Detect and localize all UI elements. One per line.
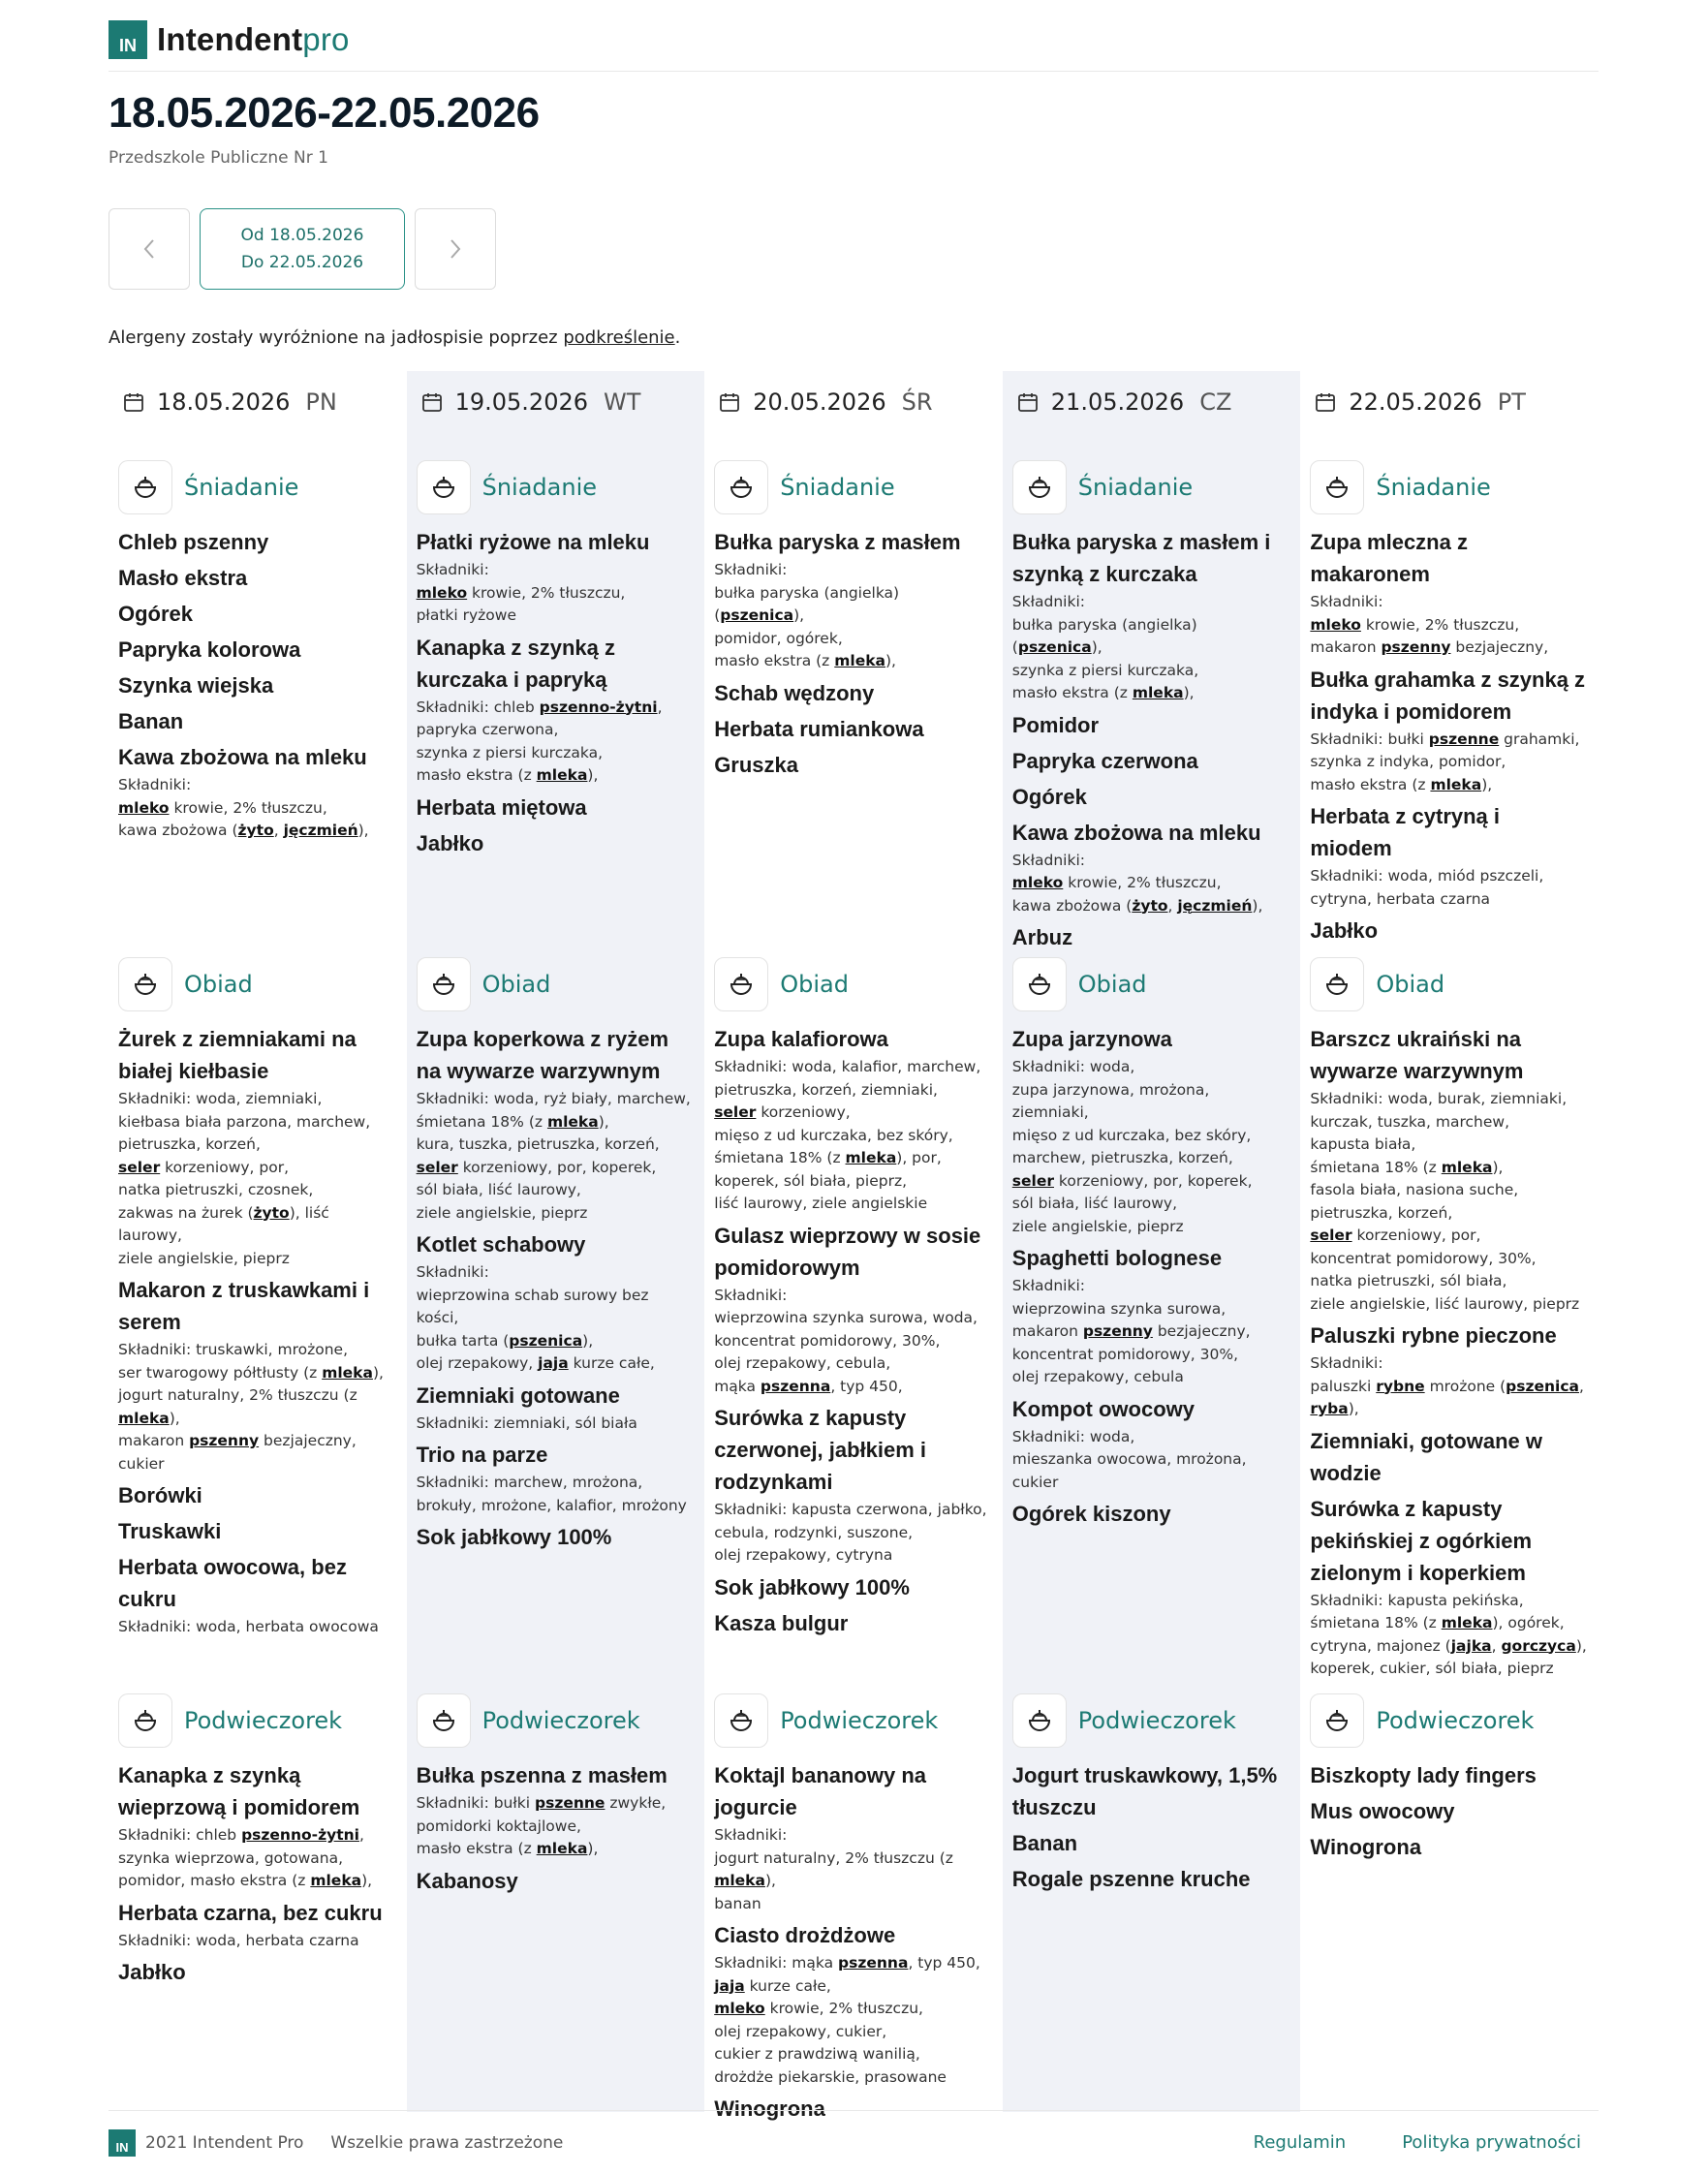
dish-name: Bułka pszenna z masłem bbox=[416, 1763, 668, 1787]
dish-ingredients: Składniki: woda, ziemniaki, kiełbasa biała parzona, marchew, pietruszka, korzeń, seler korzeniowy, por, natka pietruszki, czosnek, zakwas na żurek (żyto), liść laurowy, ziele angielskie, pieprz bbox=[118, 1090, 371, 1267]
dish-name: Winogrona bbox=[1310, 1835, 1422, 1859]
dish-name: Surówka z kapusty pekińskiej z ogórkiem zielonym i koperkiem bbox=[1310, 1496, 1533, 1585]
day-date: 21.05.2026 bbox=[1050, 388, 1185, 416]
day-column-5 bbox=[1300, 371, 1599, 2112]
dish-name: Schab wędzony bbox=[714, 680, 875, 705]
day-date: 22.05.2026 bbox=[1349, 388, 1482, 416]
day-column-2 bbox=[407, 371, 705, 2112]
dish-name: Kanapka z szynką z kurczaka i papryką bbox=[416, 635, 616, 692]
day-header bbox=[1012, 371, 1289, 433]
allergen-highlight: mleka bbox=[714, 1872, 765, 1889]
allergen-highlight: pszenno-żytni bbox=[539, 698, 658, 716]
bowl-icon bbox=[1012, 460, 1067, 514]
range-from: Od 18.05.2026 bbox=[240, 226, 364, 245]
brand-accent: pro bbox=[302, 20, 350, 57]
allergen-highlight: seler bbox=[118, 1158, 161, 1176]
day-column-3 bbox=[704, 371, 1003, 2121]
bowl-icon bbox=[714, 957, 768, 1011]
dish-name: Bułka paryska z masłem i szynką z kurczaka bbox=[1011, 530, 1271, 586]
day-of-week: WT bbox=[604, 388, 641, 416]
allergen-highlight: jęczmień bbox=[283, 822, 358, 839]
meal-breakfast bbox=[118, 460, 395, 845]
day-of-week: PN bbox=[305, 388, 337, 416]
dish-name: Surówka z kapusty czerwonej, jabłkiem i rodzynkami bbox=[714, 1406, 927, 1494]
meal-title: Podwieczorek bbox=[1077, 1707, 1236, 1734]
page bbox=[109, 0, 1599, 2155]
allergen-highlight: pszenny bbox=[1381, 638, 1451, 656]
topbar bbox=[109, 0, 1599, 72]
meal-header bbox=[714, 1693, 991, 1748]
dish-name: Masło ekstra bbox=[118, 566, 248, 590]
dish-ingredients: Składniki: kapusta pekińska, śmietana 18% (z mleka), ogórek, cytryna, majonez (jajka, gorczyca), koperek, cukier, sól biała, pieprz bbox=[1310, 1591, 1587, 1677]
allergen-highlight: pszenica bbox=[509, 1331, 583, 1350]
meal-title: Śniadanie bbox=[184, 474, 299, 501]
calendar-icon bbox=[420, 390, 444, 414]
dish-name: Ciasto drożdżowe bbox=[714, 1923, 896, 1947]
allergen-highlight: pszenne bbox=[535, 1794, 606, 1812]
dish-ingredients: Składniki: kapusta czerwona, jabłko, cebula, rodzynki, suszone, olej rzepakowy, cytryna bbox=[714, 1501, 987, 1564]
dish-name: Szynka wiejska bbox=[118, 673, 274, 698]
allergen-highlight: mleka bbox=[536, 1840, 588, 1857]
meal-title: Śniadanie bbox=[1376, 474, 1491, 501]
dish-ingredients: Składniki: woda, herbata czarna bbox=[118, 1931, 359, 1949]
dish-ingredients: Składniki: wieprzowina szynka surowa, makaron pszenny bezjajeczny, koncentrat pomidorowy, 30%, olej rzepakowy, cebula bbox=[1011, 1277, 1251, 1385]
allergen-highlight: mleko bbox=[1310, 615, 1361, 634]
allergen-highlight: pszenica bbox=[1017, 638, 1092, 656]
dish-ingredients: Składniki: ziemniaki, sól biała bbox=[416, 1413, 637, 1432]
allergen-highlight: mleko bbox=[1011, 874, 1064, 891]
dish-ingredients: Składniki: wieprzowina szynka surowa, woda, koncentrat pomidorowy, 30%, olej rzepakowy, cebula, mąka pszenna, typ 450, bbox=[714, 1286, 978, 1395]
meal-header bbox=[714, 460, 991, 514]
bowl-icon bbox=[417, 1693, 471, 1748]
allergen-highlight: jaja bbox=[538, 1354, 569, 1372]
allergen-highlight: seler bbox=[1011, 1171, 1054, 1190]
dish-ingredients: Składniki: bułka paryska (angielka) (pszenica), pomidor, ogórek, masło ekstra (z mleka), bbox=[714, 561, 900, 669]
meal-header bbox=[118, 460, 395, 514]
dish-name: Ziemniaki, gotowane w wodzie bbox=[1310, 1428, 1542, 1485]
dish-ingredients: Składniki: marchew, mrożona, brokuły, mrożone, kalafior, mrożony bbox=[416, 1474, 687, 1514]
allergen-highlight: mleka bbox=[1441, 1614, 1493, 1631]
dish-ingredients: Składniki: woda, zupa jarzynowa, mrożona, ziemniaki, mięso z ud kurczaka, bez skóry, marchew, pietruszka, korzeń, seler korzeniowy, por, koperek, sól biała, liść laurowy, ziele angielskie, pieprz bbox=[1011, 1058, 1253, 1235]
allergen-highlight: seler bbox=[1310, 1227, 1352, 1244]
day-date: 18.05.2026 bbox=[157, 388, 291, 416]
page-title: 18.05.2026-22.05.2026 bbox=[109, 89, 540, 137]
meal-header bbox=[1310, 957, 1587, 1011]
bowl-icon bbox=[118, 957, 172, 1011]
dish-name: Sok jabłkowy 100% bbox=[714, 1574, 910, 1599]
allergen-highlight: ryba bbox=[1310, 1400, 1349, 1417]
day-header bbox=[1310, 371, 1587, 433]
dish-ingredients: Składniki: mleko krowie, 2% tłuszczu, kawa zbożowa (żyto, jęczmień), bbox=[1011, 851, 1263, 915]
dish-ingredients: Składniki: wieprzowina schab surowy bez kości, bułka tarta (pszenica), olej rzepakowy, jaja kurze całe, bbox=[416, 1263, 655, 1372]
dish-name: Bułka paryska z masłem bbox=[714, 530, 961, 554]
calendar-icon bbox=[718, 390, 741, 414]
allergen-highlight: jęczmień bbox=[1177, 896, 1253, 915]
calendar-icon bbox=[122, 390, 145, 414]
dish-name: Kotlet schabowy bbox=[416, 1232, 586, 1257]
dish-ingredients: Składniki: mleko krowie, 2% tłuszczu, płatki ryżowe bbox=[416, 561, 626, 624]
dish-ingredients: Składniki: woda, mieszanka owocowa, mrożona, cukier bbox=[1011, 1427, 1247, 1491]
calendar-icon bbox=[1314, 390, 1337, 414]
meal-title: Obiad bbox=[780, 971, 849, 998]
meal-header bbox=[714, 957, 991, 1011]
meal-breakfast bbox=[714, 460, 991, 781]
footer-rights: Wszelkie prawa zastrzeżone bbox=[330, 2132, 564, 2153]
day-date: 20.05.2026 bbox=[753, 388, 886, 416]
meal-snack bbox=[1012, 1693, 1289, 1895]
allergen-highlight: pszenica bbox=[720, 606, 794, 624]
dish-ingredients: Składniki: mąka pszenna, typ 450, jaja kurze całe, mleko krowie, 2% tłuszczu, olej rzepakowy, cukier, cukier z prawdziwą wanilią, drożdże piekarskie, prasowane bbox=[714, 1954, 980, 2086]
allergen-note bbox=[109, 327, 680, 348]
dish-name: Barszcz ukraiński na wywarze warzywnym bbox=[1310, 1027, 1524, 1083]
dish-name: Jabłko bbox=[1310, 918, 1379, 943]
dish-name: Sok jabłkowy 100% bbox=[416, 1525, 612, 1549]
bowl-icon bbox=[1012, 957, 1067, 1011]
day-of-week: PT bbox=[1497, 388, 1526, 416]
dish-name: Herbata owocowa, bez cukru bbox=[118, 1555, 347, 1611]
footer-link-privacy[interactable]: Polityka prywatności bbox=[1402, 2132, 1581, 2153]
dish-name: Truskawki bbox=[118, 1519, 222, 1543]
dish-name: Papryka kolorowa bbox=[118, 637, 301, 662]
allergen-highlight: mleko bbox=[118, 798, 170, 817]
dish-name: Kompot owocowy bbox=[1011, 1396, 1195, 1421]
allergen-highlight: mleka bbox=[546, 1112, 599, 1131]
dish-name: Zupa kalafiorowa bbox=[714, 1027, 888, 1051]
meal-snack bbox=[417, 1693, 694, 1897]
footer-link-terms[interactable]: Regulamin bbox=[1253, 2132, 1347, 2153]
day-header bbox=[714, 371, 991, 433]
bowl-icon bbox=[417, 957, 471, 1011]
allergen-highlight: mleka bbox=[845, 1149, 897, 1166]
dish-ingredients: Składniki: woda, kalafior, marchew, pietruszka, korzeń, ziemniaki, seler korzeniowy, mięso z ud kurczaka, bez skóry, śmietana 18% (z mleka), por, koperek, sól biała, pieprz, liść laurowy, ziele angielskie bbox=[714, 1058, 981, 1212]
bowl-icon bbox=[1310, 957, 1364, 1011]
allergen-highlight: pszenny bbox=[189, 1432, 260, 1449]
dish-name: Żurek z ziemniakami na białej kiełbasie bbox=[118, 1027, 357, 1083]
logo-mark: IN bbox=[109, 20, 147, 59]
logo-text bbox=[157, 21, 350, 58]
day-header bbox=[417, 371, 694, 433]
meal-header bbox=[1012, 1693, 1289, 1748]
meal-title: Podwieczorek bbox=[1376, 1707, 1535, 1734]
date-range-button[interactable] bbox=[200, 208, 405, 290]
dish-name: Herbata rumiankowa bbox=[714, 716, 924, 741]
meal-lunch bbox=[417, 957, 694, 1553]
dish-name: Kabanosy bbox=[416, 1868, 518, 1893]
page-subtitle: Przedszkole Publiczne Nr 1 bbox=[109, 148, 328, 168]
dish-name: Ogórek bbox=[1011, 784, 1087, 809]
allergen-note-text: Alergeny zostały wyróżnione na jadłospisie poprzez bbox=[109, 327, 564, 348]
dish-ingredients: Składniki: woda, burak, ziemniaki, kurczak, tuszka, marchew, kapusta biała, śmietana 18% (z mleka), fasola biała, nasiona suche, pietruszka, korzeń, seler korzeniowy, por, koncentrat pomidorowy, 30%, natka pietruszki, sól biała, ziele angielskie, liść laurowy, pieprz bbox=[1310, 1090, 1580, 1313]
meal-breakfast bbox=[1310, 460, 1587, 947]
brand-name: Intendent bbox=[157, 20, 303, 57]
bowl-icon bbox=[1310, 460, 1364, 514]
footer bbox=[109, 2110, 1599, 2174]
dish-name: Rogale pszenne kruche bbox=[1011, 1867, 1251, 1891]
allergen-highlight: pszenne bbox=[1428, 730, 1500, 748]
dish-name: Herbata z cytryną i miodem bbox=[1310, 804, 1501, 860]
dish-name: Trio na parze bbox=[416, 1443, 548, 1467]
meal-header bbox=[1012, 957, 1289, 1011]
dish-name: Kawa zbożowa na mleku bbox=[118, 745, 367, 769]
dish-name: Arbuz bbox=[1011, 925, 1073, 949]
allergen-highlight: mleka bbox=[310, 1872, 362, 1889]
dish-name: Koktajl bananowy na jogurcie bbox=[714, 1763, 927, 1819]
allergen-highlight: mleka bbox=[1132, 684, 1184, 701]
meal-lunch bbox=[714, 957, 991, 1639]
range-to: Do 22.05.2026 bbox=[240, 253, 364, 272]
dish-name: Mus owocowy bbox=[1310, 1799, 1455, 1823]
allergen-note-underline: podkreślenie bbox=[563, 327, 675, 348]
dish-name: Winogrona bbox=[714, 2096, 825, 2121]
day-header bbox=[118, 371, 395, 433]
week-navigation bbox=[109, 208, 496, 290]
dish-name: Zupa jarzynowa bbox=[1011, 1027, 1172, 1051]
dish-name: Herbata miętowa bbox=[416, 794, 587, 820]
dish-ingredients: Składniki: paluszki rybne mrożone (pszenica, ryba), bbox=[1310, 1354, 1584, 1417]
bowl-icon bbox=[714, 460, 768, 514]
dish-ingredients: Składniki: mleko krowie, 2% tłuszczu, makaron pszenny bezjajeczny, bbox=[1310, 593, 1549, 656]
dish-name: Bułka grahamka z szynką z indyka i pomidorem bbox=[1310, 667, 1586, 724]
meal-breakfast bbox=[417, 460, 694, 859]
meal-title: Obiad bbox=[184, 971, 253, 998]
bowl-icon bbox=[118, 1693, 172, 1748]
dish-name: Borówki bbox=[118, 1483, 202, 1507]
meal-header bbox=[1310, 460, 1587, 514]
dish-ingredients: Składniki: chleb pszenno-żytni, szynka wieprzowa, gotowana, pomidor, masło ekstra (z mleka), bbox=[118, 1826, 373, 1889]
dish-ingredients: Składniki: chleb pszenno-żytni, papryka czerwona, szynka z piersi kurczaka, masło ekstra (z mleka), bbox=[416, 698, 663, 784]
allergen-highlight: jaja bbox=[714, 1976, 745, 1995]
allergen-highlight: pszenna bbox=[838, 1954, 909, 1972]
meal-title: Podwieczorek bbox=[184, 1707, 343, 1734]
meal-header bbox=[417, 957, 694, 1011]
allergen-highlight: seler bbox=[714, 1103, 757, 1121]
dish-name: Ogórek bbox=[118, 602, 194, 626]
allergen-highlight: żyto bbox=[253, 1203, 290, 1222]
allergen-highlight: pszenny bbox=[1082, 1322, 1153, 1340]
meal-title: Śniadanie bbox=[780, 474, 895, 501]
meal-snack bbox=[1310, 1693, 1587, 1863]
bowl-icon bbox=[1310, 1693, 1364, 1748]
meal-breakfast bbox=[1012, 460, 1289, 953]
meal-lunch bbox=[118, 957, 395, 1641]
meal-header bbox=[118, 1693, 395, 1748]
meal-lunch bbox=[1310, 957, 1587, 1683]
meal-snack bbox=[714, 1693, 991, 2125]
allergen-highlight: mleka bbox=[1441, 1158, 1493, 1176]
dish-name: Herbata czarna, bez cukru bbox=[118, 1900, 383, 1925]
footer-logo-mark: IN bbox=[109, 2129, 136, 2157]
menu-grid bbox=[109, 371, 1599, 2121]
allergen-highlight: mleko bbox=[714, 2000, 765, 2017]
dish-name: Zupa koperkowa z ryżem na wywarze warzywnym bbox=[416, 1027, 669, 1083]
allergen-highlight: mleka bbox=[1430, 775, 1482, 793]
dish-name: Jabłko bbox=[118, 1960, 186, 1984]
dish-name: Jabłko bbox=[416, 830, 484, 855]
footer-links bbox=[1254, 2132, 1581, 2153]
prev-week-button[interactable] bbox=[109, 208, 190, 290]
meal-title: Podwieczorek bbox=[780, 1707, 939, 1734]
dish-name: Papryka czerwona bbox=[1011, 748, 1198, 773]
meal-title: Podwieczorek bbox=[481, 1707, 640, 1734]
allergen-highlight: żyto bbox=[1132, 896, 1168, 915]
dish-name: Ogórek kiszony bbox=[1011, 1502, 1171, 1526]
meal-header bbox=[417, 460, 694, 514]
dish-name: Gruszka bbox=[714, 752, 799, 777]
allergen-highlight: pszenno-żytni bbox=[241, 1826, 359, 1844]
dish-ingredients: Składniki: woda, herbata owocowa bbox=[118, 1618, 379, 1635]
dish-name: Paluszki rybne pieczone bbox=[1310, 1323, 1557, 1348]
calendar-icon bbox=[1016, 390, 1040, 414]
dish-name: Kanapka z szynką wieprzową i pomidorem bbox=[118, 1763, 360, 1819]
dish-name: Kasza bulgur bbox=[714, 1610, 849, 1635]
bowl-icon bbox=[118, 460, 172, 514]
allergen-note-end: . bbox=[674, 327, 681, 348]
dish-name: Biszkopty lady fingers bbox=[1310, 1763, 1537, 1787]
logo[interactable] bbox=[109, 20, 350, 59]
dish-ingredients: Składniki: jogurt naturalny, 2% tłuszczu (z mleka), banan bbox=[714, 1826, 953, 1912]
allergen-highlight: seler bbox=[416, 1158, 458, 1176]
allergen-highlight: żyto bbox=[237, 822, 274, 839]
allergen-highlight: gorczyca bbox=[1501, 1636, 1576, 1655]
dish-ingredients: Składniki: truskawki, mrożone, ser twarogowy półtłusty (z mleka), jogurt naturalny, 2% tłuszczu (z mleka), makaron pszenny bezjajeczny, cukier bbox=[118, 1341, 384, 1473]
meal-title: Obiad bbox=[481, 971, 551, 998]
meal-title: Obiad bbox=[1376, 971, 1445, 998]
allergen-highlight: pszenica bbox=[1506, 1377, 1580, 1395]
dish-name: Makaron z truskawkami i serem bbox=[118, 1278, 370, 1334]
allergen-highlight: mleka bbox=[834, 652, 885, 669]
day-column-1 bbox=[109, 371, 407, 2112]
allergen-highlight: mleko bbox=[416, 583, 468, 602]
dish-ingredients: Składniki: woda, miód pszczeli, cytryna, herbata czarna bbox=[1310, 867, 1544, 908]
day-date: 19.05.2026 bbox=[454, 388, 589, 416]
dish-name: Ziemniaki gotowane bbox=[416, 1382, 620, 1408]
footer-copyright: 2021 Intendent Pro bbox=[145, 2132, 304, 2153]
meal-header bbox=[417, 1693, 694, 1748]
dish-ingredients: Składniki: bułka paryska (angielka) (pszenica), szynka z piersi kurczaka, masło ekstra (z mleka), bbox=[1011, 593, 1199, 701]
dish-name: Pomidor bbox=[1011, 712, 1100, 737]
dish-name: Gulasz wieprzowy w sosie pomidorowym bbox=[714, 1223, 981, 1280]
meal-snack bbox=[118, 1693, 395, 1988]
dish-name: Zupa mleczna z makaronem bbox=[1310, 530, 1468, 586]
allergen-highlight: rybne bbox=[1376, 1377, 1425, 1395]
dish-name: Spaghetti bolognese bbox=[1011, 1246, 1223, 1270]
allergen-highlight: jajka bbox=[1450, 1636, 1492, 1655]
allergen-highlight: mleka bbox=[536, 766, 588, 784]
bowl-icon bbox=[714, 1693, 768, 1748]
day-of-week: CZ bbox=[1199, 388, 1232, 416]
dish-ingredients: Składniki: bułki pszenne zwykłe, pomidorki koktajlowe, masło ekstra (z mleka), bbox=[416, 1794, 667, 1857]
meal-title: Obiad bbox=[1077, 971, 1147, 998]
dish-name: Banan bbox=[118, 709, 184, 733]
meal-title: Śniadanie bbox=[481, 474, 597, 501]
meal-header bbox=[118, 957, 395, 1011]
chevron-right-icon bbox=[449, 238, 462, 260]
meal-header bbox=[1012, 460, 1289, 514]
dish-name: Płatki ryżowe na mleku bbox=[416, 530, 650, 554]
dish-name: Kawa zbożowa na mleku bbox=[1011, 820, 1261, 845]
dish-ingredients: Składniki: bułki pszenne grahamki, szynka z indyka, pomidor, masło ekstra (z mleka), bbox=[1310, 730, 1580, 793]
dish-name: Jogurt truskawkowy, 1,5% tłuszczu bbox=[1011, 1763, 1278, 1819]
meal-title: Śniadanie bbox=[1077, 474, 1194, 501]
day-column-4 bbox=[1003, 371, 1301, 2112]
allergen-highlight: mleka bbox=[118, 1409, 170, 1427]
next-week-button[interactable] bbox=[415, 208, 496, 290]
meal-header bbox=[1310, 1693, 1587, 1748]
dish-name: Chleb pszenny bbox=[118, 530, 269, 554]
meal-lunch bbox=[1012, 957, 1289, 1530]
bowl-icon bbox=[417, 460, 471, 514]
allergen-highlight: mleka bbox=[322, 1363, 373, 1382]
allergen-highlight: pszenna bbox=[760, 1377, 831, 1395]
dish-ingredients: Składniki: mleko krowie, 2% tłuszczu, kawa zbożowa (żyto, jęczmień), bbox=[118, 776, 369, 839]
bowl-icon bbox=[1012, 1693, 1067, 1748]
dish-ingredients: Składniki: woda, ryż biały, marchew, śmietana 18% (z mleka), kura, tuszka, pietruszka, korzeń, seler korzeniowy, por, koperek, sól biała, liść laurowy, ziele angielskie, pieprz bbox=[416, 1090, 691, 1222]
dish-name: Banan bbox=[1011, 1831, 1078, 1855]
chevron-left-icon bbox=[142, 238, 156, 260]
day-of-week: ŚR bbox=[901, 388, 933, 416]
